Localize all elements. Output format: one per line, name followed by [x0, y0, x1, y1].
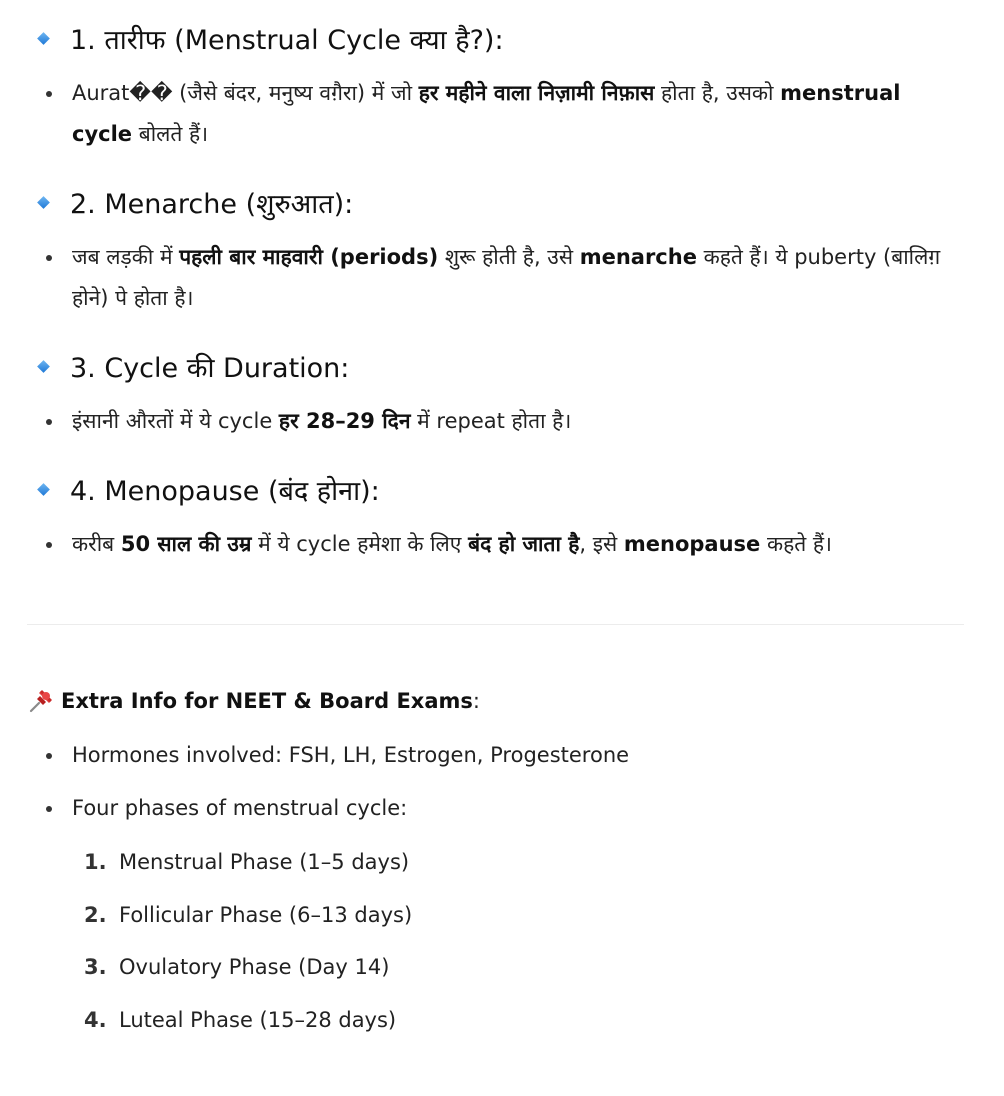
section-4-title: 4. Menopause (बंद होना): [70, 476, 380, 507]
phase-number: 2. [84, 903, 107, 927]
blue-diamond-icon [36, 29, 70, 49]
phase-number: 1. [84, 850, 107, 874]
bullet-dot [46, 91, 52, 97]
horizontal-divider [27, 624, 964, 625]
section-3-title: 3. Cycle की Duration: [70, 353, 350, 384]
phase-number: 3. [84, 955, 107, 979]
hormones-item: Hormones involved: FSH, LH, Estrogen, Progesterone [72, 743, 630, 767]
section-1-body: Aurat�� (जैसे बंदर, मनुष्य वग़ैरा) में जो हर महीने वाला निज़ामी निफ़ास होता है, उसको menstrual cycle बोलते हैं। [72, 81, 901, 146]
phases-intro-item: Four phases of menstrual cycle: [72, 796, 408, 820]
section-4-heading [36, 471, 380, 508]
section-1-title: 1. तारीफ (Menstrual Cycle क्या है?): [70, 25, 504, 56]
pushpin-icon [26, 686, 56, 716]
section-3-body: इंसानी औरतों में ये cycle हर 28–29 दिन में repeat होता है। [72, 409, 572, 433]
extra-info-title: Extra Info for NEET & Board Exams [61, 689, 473, 713]
section-2-body: जब लड़की में पहली बार माहवारी (periods) शुरू होती है, उसे menarche कहते हैं। ये puberty (बालिग़ होने) पे होता है। [72, 245, 941, 310]
phase-item: Menstrual Phase (1–5 days) [119, 850, 410, 874]
bullet-dot [46, 255, 52, 261]
phase-number: 4. [84, 1008, 107, 1032]
blue-diamond-icon [36, 357, 70, 377]
bullet-dot [46, 753, 52, 759]
phase-item: Ovulatory Phase (Day 14) [119, 955, 390, 979]
phase-item: Follicular Phase (6–13 days) [119, 903, 413, 927]
blue-diamond-icon [36, 480, 70, 500]
section-2-title: 2. Menarche (शुरुआत): [70, 189, 354, 220]
section-3-heading [36, 348, 349, 385]
blue-diamond-icon [36, 193, 70, 213]
phase-item: Luteal Phase (15–28 days) [119, 1008, 397, 1032]
bullet-dot [46, 419, 52, 425]
bullet-dot [46, 806, 52, 812]
bullet-dot [46, 542, 52, 548]
extra-info-heading: Extra Info for NEET & Board Exams : [26, 686, 480, 716]
section-4-body: करीब 50 साल की उम्र में ये cycle हमेशा के लिए बंद हो जाता है, इसे menopause कहते हैं। [72, 532, 833, 556]
section-1-heading [36, 20, 504, 57]
section-2-heading [36, 184, 353, 221]
